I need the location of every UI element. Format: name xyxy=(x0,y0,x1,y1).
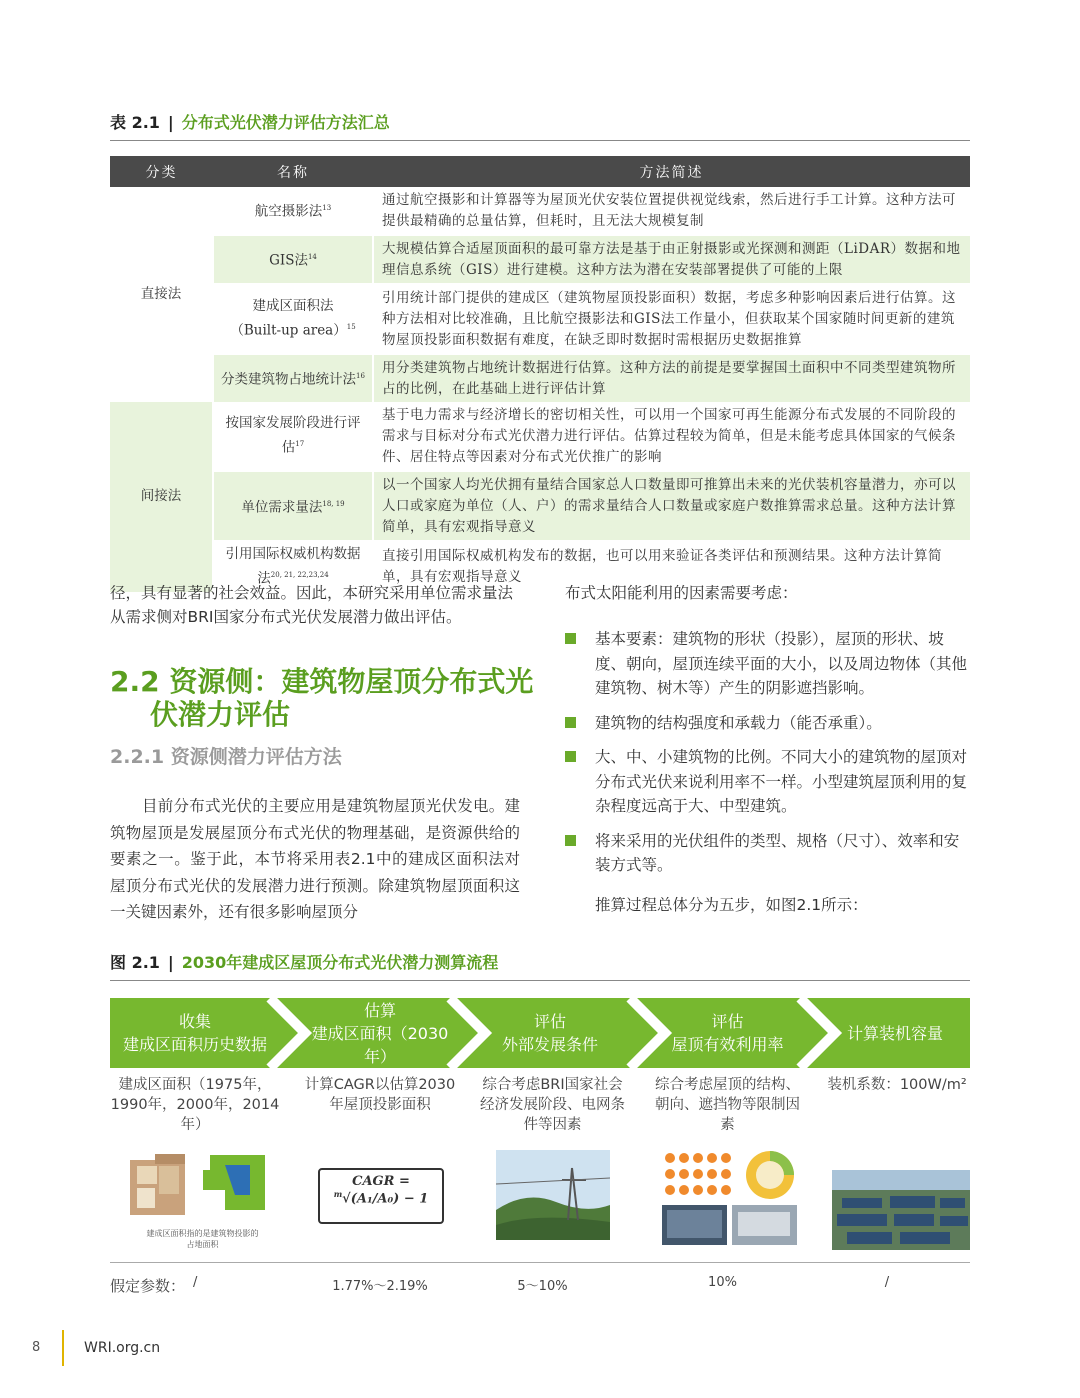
figure-caption: 图 2.1 | 2030年建成区屋顶分布式光伏潜力测算流程 xyxy=(110,953,499,972)
table-row xyxy=(110,354,970,402)
step-desc: 计算CAGR以估算2030年屋顶投影面积 xyxy=(304,1077,456,1113)
flow-step-estimate: 估算 建成区面积（2030年） xyxy=(311,1000,449,1066)
method-name: 建成区面积法 （Built-up area）$^{15}$ xyxy=(213,284,373,354)
method-name: 单位需求量法$^{18, 19}$ xyxy=(213,471,373,541)
image-note: 建成区面积指的是建筑物投影的占地面积 xyxy=(146,1229,259,1249)
floorplan-image xyxy=(125,1150,265,1220)
right-intro: 布式太阳能利用的因素需要考虑： xyxy=(565,584,798,602)
method-desc: 用分类建筑物占地统计数据进行估算。这种方法的前提是要掌握国土面积中不同类型建筑物所占的比例，在此基础上进行评估计算 xyxy=(373,354,970,402)
step-desc: 综合考虑BRI国家社会经济发展阶段、电网条件等因素 xyxy=(480,1077,625,1133)
header-desc: 方法简述 xyxy=(373,156,970,187)
method-desc: 引用统计部门提供的建成区（建筑物屋顶投影面积）数据，考虑多种影响因素后进行估算。这种方法相对比较准确，且比航空摄影法和GIS法工作量小，但获取某个国家随时间更新的建筑物屋顶投影面积数据有难度，在缺乏即时数据时需根据历史数据推算 xyxy=(373,284,970,354)
category-direct: 直接法 xyxy=(110,187,213,402)
caption-rule xyxy=(110,140,970,141)
method-name: 航空摄影法$^{13}$ xyxy=(213,187,373,235)
table-caption: 表 2.1 | 分布式光伏潜力评估方法汇总 xyxy=(110,113,390,132)
footer-url[interactable]: WRI.org.cn xyxy=(84,1340,161,1356)
param-rule xyxy=(110,1262,970,1263)
category-indirect: 间接法 xyxy=(110,402,213,592)
table-header-row xyxy=(110,156,970,187)
method-name: 按国家发展阶段进行评估$^{17}$ xyxy=(213,402,373,471)
table-row xyxy=(110,402,970,471)
factor-list xyxy=(565,627,970,888)
method-name: 引用国际权威机构数据法$^{20, 21, 22,23,24}$ xyxy=(213,541,373,592)
method-desc: 直接引用国际权威机构发布的数据，也可以用来验证各类评估和预测结果。这种方法计算简单，具有宏观指导意义 xyxy=(373,541,970,592)
solar-park-image xyxy=(832,1170,970,1250)
cagr-formula: CAGR = $^m$√(A₁/A₀) − 1 xyxy=(318,1168,444,1224)
param-value: 10% xyxy=(708,1275,737,1290)
methods-table xyxy=(110,156,970,592)
subsection-title: 2.2.1 资源侧潜力评估方法 xyxy=(110,746,342,768)
method-desc: 通过航空摄影和计算器等为屋顶光伏安装位置提供视觉线索，然后进行手工计算。这种方法可提供最精确的总量估算，但耗时，且无法大规模复制 xyxy=(373,187,970,235)
header-name: 名称 xyxy=(213,156,373,187)
method-name: GIS法$^{14}$ xyxy=(213,235,373,284)
left-intro: 径，具有显著的社会效益。因此，本研究采用单位需求量法从需求侧对BRI国家分布式光伏发展潜力做出评估。 xyxy=(110,584,514,626)
param-label: 假定参数： xyxy=(110,1277,186,1295)
param-value: 1.77%～2.19% xyxy=(332,1279,428,1294)
flow-step-roof: 评估 屋顶有效利用率 xyxy=(671,1012,784,1054)
table-row xyxy=(110,235,970,284)
table-row xyxy=(110,471,970,541)
left-body: 目前分布式光伏的主要应用是建筑物屋顶光伏发电。建筑物屋顶是发展屋顶分布式光伏的物理基础，是资源供给的要素之一。鉴于此，本节将采用表2.1中的建成区面积法对屋顶分布式光伏的发展潜力进行预测。除建筑物屋顶面积这一关键因素外，还有很多影响屋顶分 xyxy=(110,797,520,921)
powerline-image xyxy=(496,1150,610,1240)
flow-step-collect: 收集 建成区面积历史数据 xyxy=(122,1012,267,1054)
param-value: 5～10% xyxy=(517,1279,568,1294)
table-row xyxy=(110,284,970,354)
figure-rule xyxy=(110,980,970,981)
list-item: 将来采用的光伏组件的类型、规格（尺寸）、效率和安装方式等。 xyxy=(565,829,970,878)
method-desc: 基于电力需求与经济增长的密切相关性，可以用一个国家可再生能源分布式发展的不同阶段的需求与目标对分布式光伏潜力进行评估。估算过程较为简单，但是未能考虑具体国家的气候条件、居住特点等因素对分布式光伏推广的影响 xyxy=(373,402,970,471)
roof-analysis-image xyxy=(662,1150,797,1245)
footer-divider xyxy=(62,1330,64,1366)
header-category: 分类 xyxy=(110,156,213,187)
method-name: 分类建筑物占地统计法$^{16}$ xyxy=(213,354,373,402)
table-row xyxy=(110,187,970,235)
section-title: 2.2 资源侧：建筑物屋顶分布式光 伏潜力评估 xyxy=(110,665,534,731)
right-closing: 推算过程总体分为五步，如图2.1所示： xyxy=(595,896,868,914)
method-desc: 大规模估算合适屋顶面积的最可靠方法是基于由正射摄影或光探测和测距（LiDAR）数据和地理信息系统（GIS）进行建模。这种方法为潜在安装部署提供了可能的上限 xyxy=(373,235,970,284)
list-item: 大、中、小建筑物的比例。不同大小的建筑物的屋顶对分布式光伏来说利用率不一样。小型建筑屋顶利用的复杂程度远高于大、中型建筑。 xyxy=(565,745,970,819)
step-desc: 综合考虑屋顶的结构、朝向、遮挡物等限制因素 xyxy=(655,1077,800,1133)
param-value: / xyxy=(193,1275,198,1290)
flow-step-capacity: 计算装机容量 xyxy=(846,1023,943,1043)
param-value: / xyxy=(884,1275,890,1290)
step-desc: 建成区面积（1975年，1990年，2000年，2014年） xyxy=(110,1077,280,1133)
list-item: 基本要素：建筑物的形状（投影），屋顶的形状、坡度、朝向，屋顶连续平面的大小，以及周边物体（其他建筑物、树木等）产生的阴影遮挡影响。 xyxy=(565,627,970,701)
flow-step-external: 评估 外部发展条件 xyxy=(501,1012,598,1054)
page-number: 8 xyxy=(32,1340,41,1355)
step-desc: 装机系数：100W/m² xyxy=(827,1077,967,1093)
method-desc: 以一个国家人均光伏拥有量结合国家总人口数量即可推算出未来的光伏装机容量潜力，亦可以人口或家庭为单位（人、户）的需求量结合人口数量或家庭户数推算需求总量。这种方法计算简单，具有宏观指导意义 xyxy=(373,471,970,541)
list-item: 建筑物的结构强度和承载力（能否承重）。 xyxy=(565,711,970,736)
